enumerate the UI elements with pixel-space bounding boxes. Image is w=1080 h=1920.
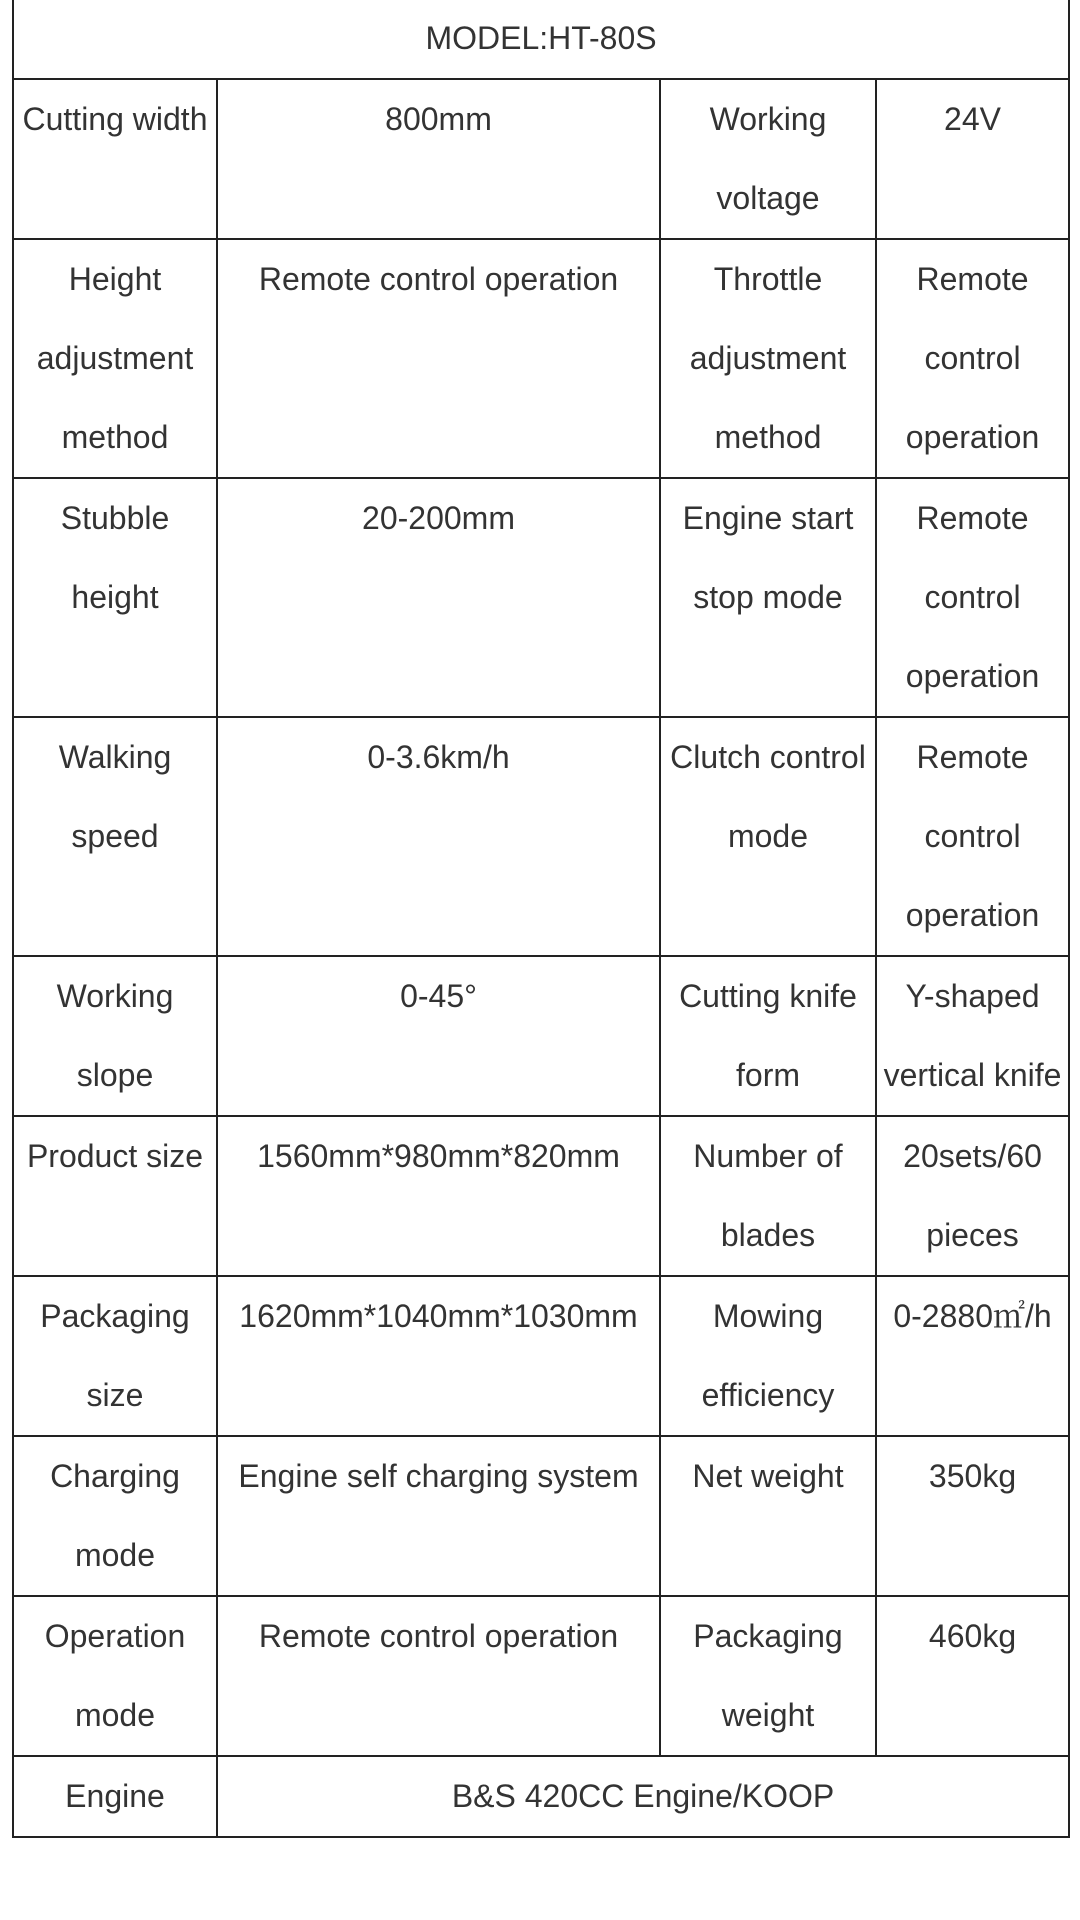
spec-label: Stubble height <box>13 478 217 717</box>
table-row <box>13 956 1069 1116</box>
spec-value: 20-200mm <box>217 478 660 717</box>
spec-value: Y-shaped vertical knife <box>876 956 1069 1116</box>
table-row <box>13 717 1069 956</box>
spec-label: Product size <box>13 1116 217 1276</box>
title-row <box>13 0 1069 79</box>
spec-value: 800mm <box>217 79 660 239</box>
spec-value: 24V <box>876 79 1069 239</box>
spec-value: 350kg <box>876 1436 1069 1596</box>
spec-value: B&S 420CC Engine/KOOP <box>217 1756 1069 1837</box>
table-row <box>13 1436 1069 1596</box>
spec-label: Working voltage <box>660 79 876 239</box>
spec-label: Cutting knife form <box>660 956 876 1116</box>
spec-value: 0-3.6km/h <box>217 717 660 956</box>
spec-value: Remote control operation <box>217 239 660 478</box>
spec-label: Clutch control mode <box>660 717 876 956</box>
spec-label: Engine <box>13 1756 217 1837</box>
spec-label: Packaging weight <box>660 1596 876 1756</box>
model-title: MODEL:HT-80S <box>13 0 1069 79</box>
spec-value: 460kg <box>876 1596 1069 1756</box>
spec-value: 1560mm*980mm*820mm <box>217 1116 660 1276</box>
spec-value: Remote control operation <box>876 478 1069 717</box>
table-row <box>13 478 1069 717</box>
spec-label: Height adjustment method <box>13 239 217 478</box>
table-row <box>13 1596 1069 1756</box>
spec-label: Operation mode <box>13 1596 217 1756</box>
spec-value: Engine self charging system <box>217 1436 660 1596</box>
table-row <box>13 79 1069 239</box>
spec-label: Number of blades <box>660 1116 876 1276</box>
spec-value: Remote control operation <box>217 1596 660 1756</box>
table-row <box>13 1116 1069 1276</box>
spec-value: 1620mm*1040mm*1030mm <box>217 1276 660 1436</box>
spec-label: Working slope <box>13 956 217 1116</box>
spec-label: Net weight <box>660 1436 876 1596</box>
spec-label: Walking speed <box>13 717 217 956</box>
spec-label: Charging mode <box>13 1436 217 1596</box>
spec-table <box>12 0 1070 1838</box>
spec-sheet <box>12 0 1068 1838</box>
table-row <box>13 1756 1069 1837</box>
spec-label: Packaging size <box>13 1276 217 1436</box>
spec-value: Remote control operation <box>876 717 1069 956</box>
spec-value: 20sets/60 pieces <box>876 1116 1069 1276</box>
spec-label: Throttle adjustment method <box>660 239 876 478</box>
spec-value: Remote control operation <box>876 239 1069 478</box>
spec-value: 0-45° <box>217 956 660 1116</box>
spec-label: Cutting width <box>13 79 217 239</box>
spec-label: Mowing efficiency <box>660 1276 876 1436</box>
spec-value: 0-2880㎡/h <box>876 1276 1069 1436</box>
spec-label: Engine start stop mode <box>660 478 876 717</box>
table-row <box>13 239 1069 478</box>
table-row <box>13 1276 1069 1436</box>
